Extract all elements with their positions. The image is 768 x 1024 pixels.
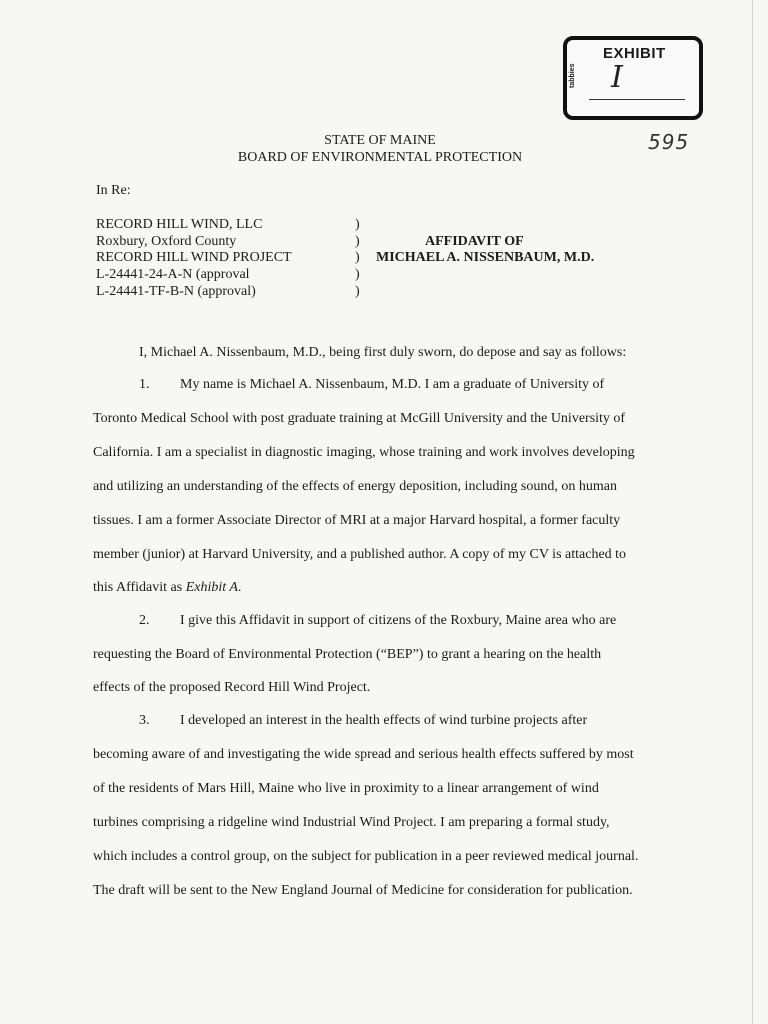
caption-line-3: RECORD HILL WIND PROJECT <box>96 250 292 265</box>
paragraph-3-line: becoming aware of and investigating the wide spread and serious health effects suffered by most <box>93 747 634 762</box>
exhibit-brand: tabbies <box>569 63 576 88</box>
paragraph-1-line: tissues. I am a former Associate Director of MRI at a major Harvard hospital, a former faculty <box>93 513 621 528</box>
paragraph-1-number: 1. <box>139 377 150 392</box>
paragraph-3-line: I developed an interest in the health effects of wind turbine projects after <box>180 713 588 728</box>
caption-paren: ) <box>355 267 360 282</box>
paragraph-1-line: and utilizing an understanding of the effects of energy deposition, including sound, on human <box>93 479 617 494</box>
paragraph-2-line: requesting the Board of Environmental Protection (“BEP”) to grant a hearing on the health <box>93 647 602 662</box>
paragraph-3-line: which includes a control group, on the subject for publication in a peer reviewed medical journal. <box>93 849 639 864</box>
paragraph-2-number: 2. <box>139 613 150 628</box>
paragraph-1-line: My name is Michael A. Nissenbaum, M.D. I am a graduate of University of <box>180 377 605 392</box>
header-state: STATE OF MAINE <box>324 133 436 148</box>
paragraph-3-line: turbines comprising a ridgeline wind Industrial Wind Project. I am preparing a formal study, <box>93 815 610 830</box>
header-board: BOARD OF ENVIRONMENTAL PROTECTION <box>237 150 523 165</box>
paragraph-1-last-line <box>93 580 241 596</box>
in-re-label: In Re: <box>96 183 131 198</box>
paragraph-1-line: member (junior) at Harvard University, and a published author. A copy of my CV is attached to <box>93 547 627 562</box>
paragraph-3-number: 3. <box>139 713 150 728</box>
exhibit-signature-line <box>589 99 685 100</box>
caption-line-1: RECORD HILL WIND, LLC <box>96 217 263 232</box>
paragraph-1-line: California. I am a specialist in diagnostic imaging, whose training and work involves developing <box>93 445 635 460</box>
affidavit-title-line-2: MICHAEL A. NISSENBAUM, M.D. <box>376 250 595 265</box>
paragraph-2-line: I give this Affidavit in support of citizens of the Roxbury, Maine area who are <box>180 613 617 628</box>
caption-line-4: L-24441-24-A-N (approval <box>96 267 250 282</box>
paragraph-3-line: of the residents of Mars Hill, Maine who live in proximity to a linear arrangement of wind <box>93 781 599 796</box>
paragraph-3-line: The draft will be sent to the New England Journal of Medicine for consideration for publication. <box>93 883 633 898</box>
caption-paren: ) <box>355 250 360 265</box>
caption-paren: ) <box>355 284 360 299</box>
paragraph-1-last-suffix: . <box>237 580 242 595</box>
affidavit-title-line-1: AFFIDAVIT OF <box>425 234 524 249</box>
paragraph-1-last-prefix: this Affidavit as <box>93 580 186 595</box>
caption-line-2: Roxbury, Oxford County <box>96 234 237 249</box>
caption-paren: ) <box>355 217 360 232</box>
exhibit-label: EXHIBIT <box>603 45 666 62</box>
handwritten-page-number: 595 <box>648 130 690 154</box>
caption-line-5: L-24441-TF-B-N (approval) <box>96 284 256 299</box>
exhibit-mark: I <box>611 60 623 95</box>
paragraph-2-line: effects of the proposed Record Hill Wind Project. <box>93 680 371 695</box>
exhibit-a-reference: Exhibit A <box>185 580 238 595</box>
caption-paren: ) <box>355 234 360 249</box>
intro-paragraph: I, Michael A. Nissenbaum, M.D., being first duly sworn, do depose and say as follows: <box>139 345 627 360</box>
paragraph-1-line: Toronto Medical School with post graduate training at McGill University and the University of <box>93 411 626 426</box>
exhibit-sticker <box>563 36 703 120</box>
